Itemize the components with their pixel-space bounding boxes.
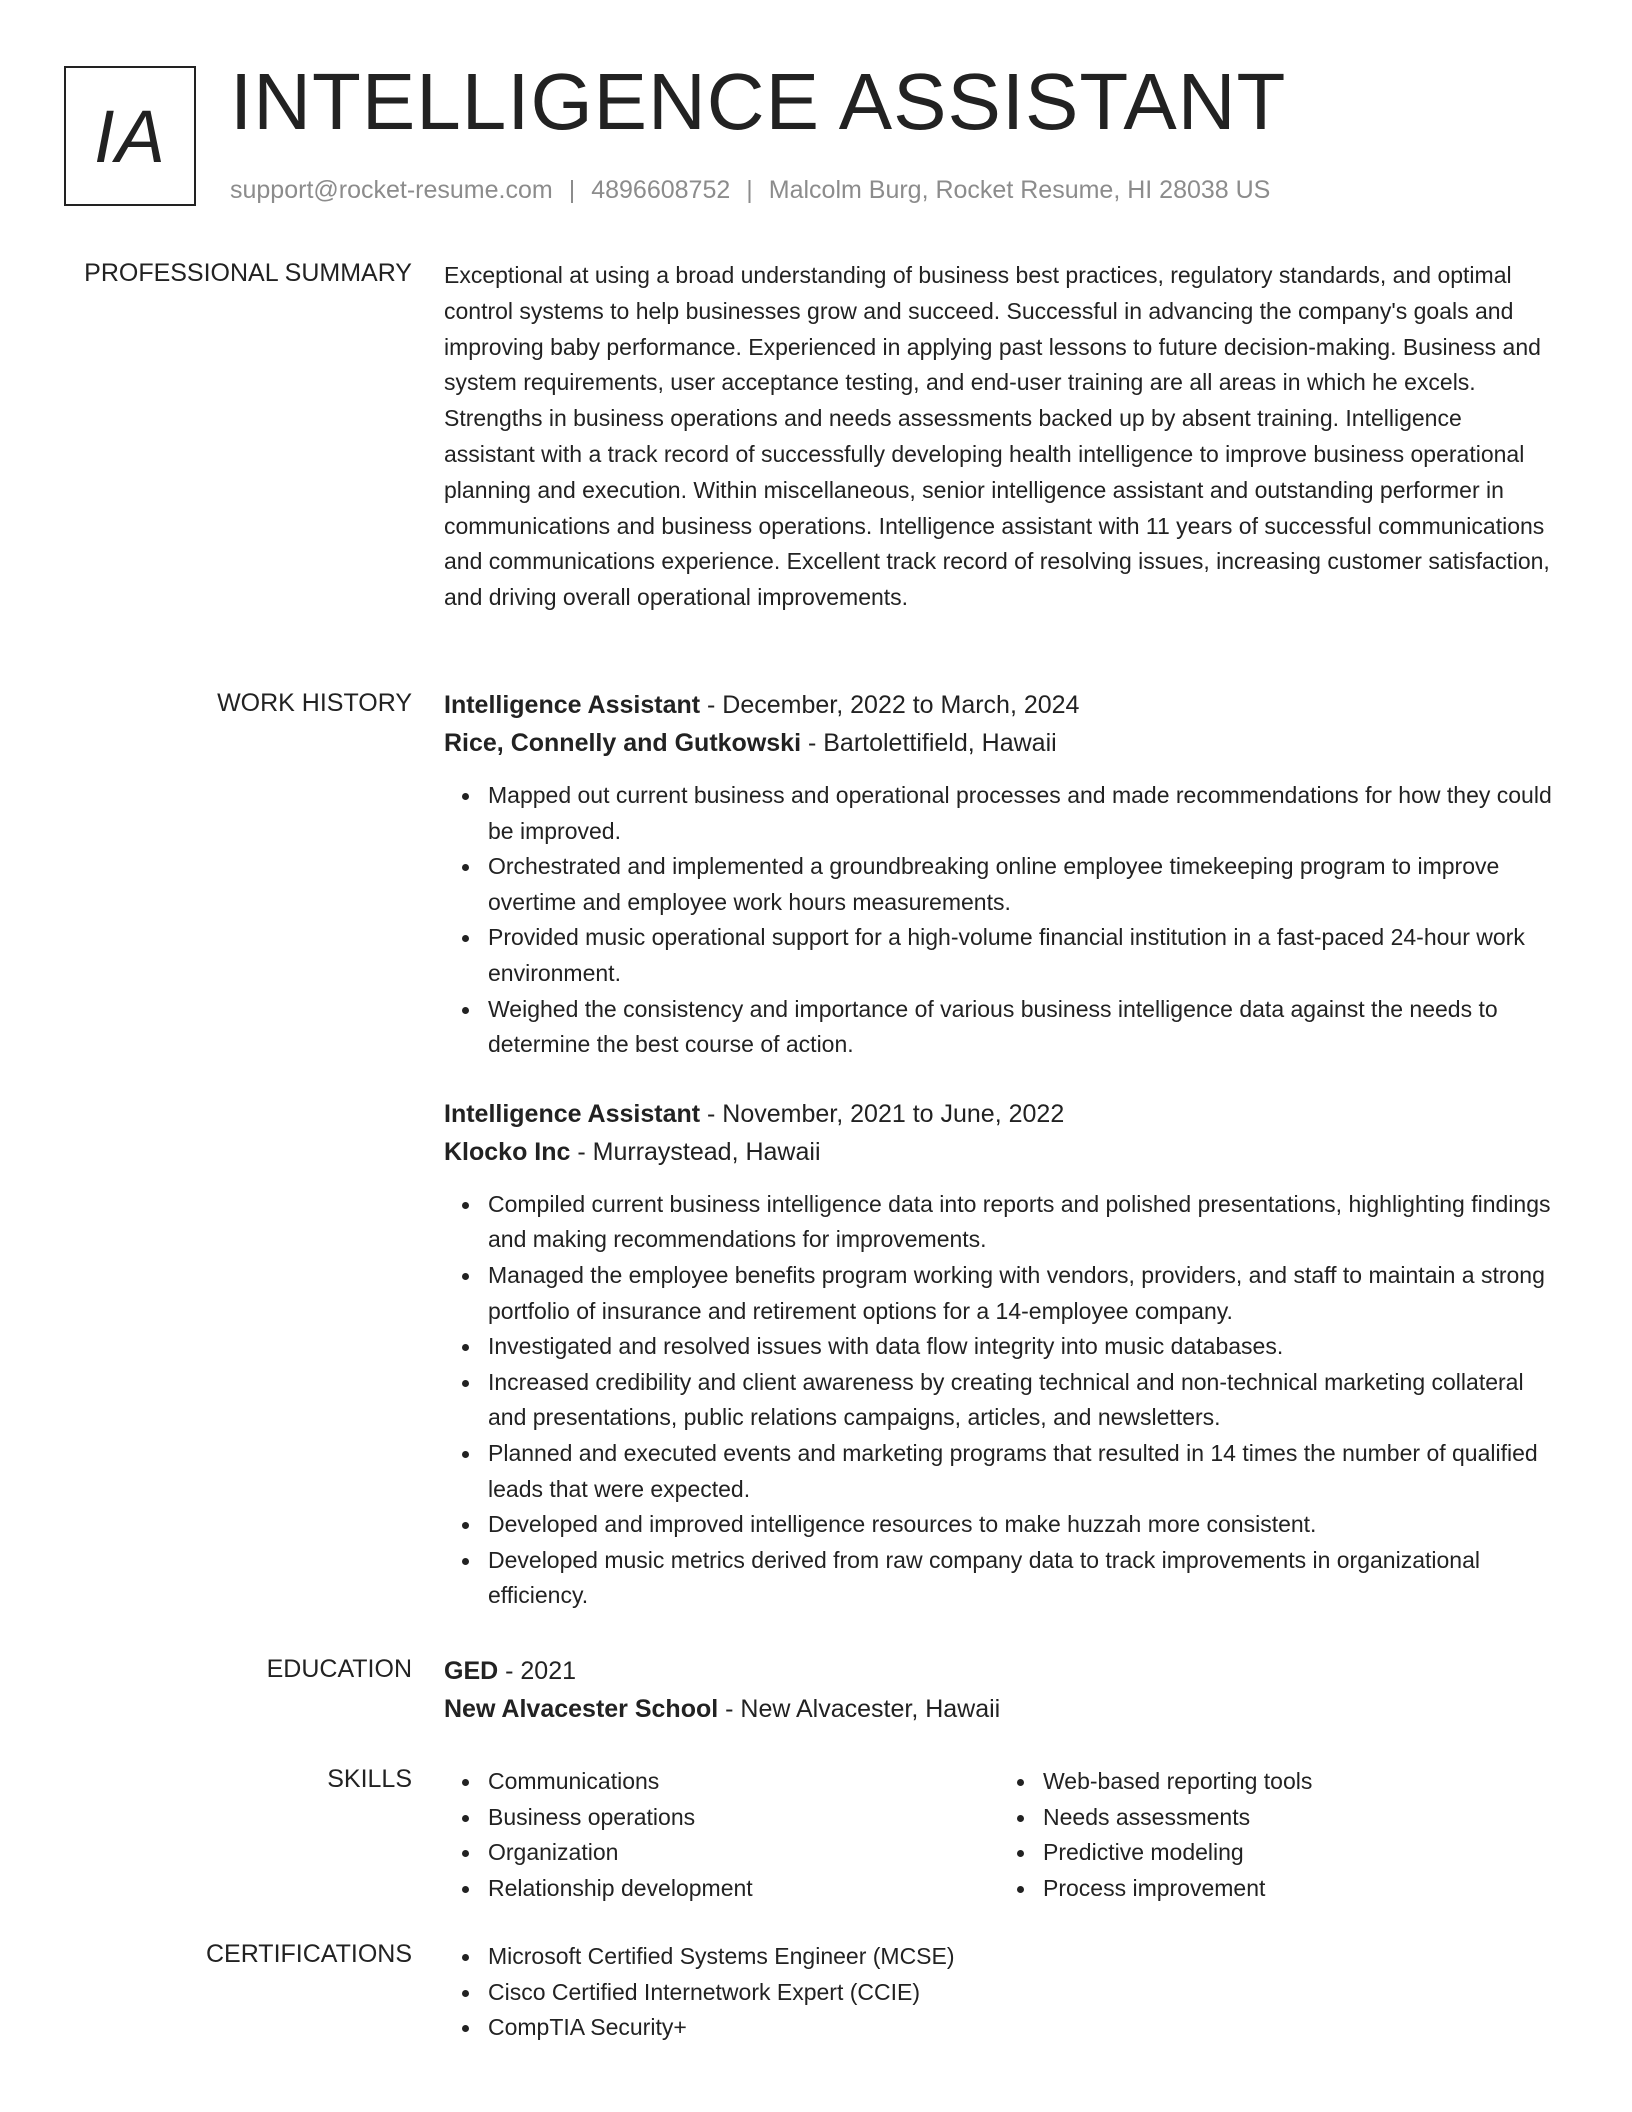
list-item: Managed the employee benefits program working with vendors, providers, and staff to maintain a strong portfolio of insurance and retirement options for a 14-employee company. [488, 1258, 1554, 1329]
list-item: Developed music metrics derived from raw company data to track improvements in organizational efficiency. [488, 1543, 1554, 1614]
skills-column-left [444, 1764, 999, 1906]
job-company-line [444, 724, 1554, 762]
list-item: Organization [488, 1835, 999, 1871]
list-item: Microsoft Certified Systems Engineer (MCSE) [488, 1939, 1554, 1975]
contact-separator: | [568, 176, 576, 204]
list-item: Provided music operational support for a high-volume financial institution in a fast-paced 24-hour work environment. [488, 920, 1554, 991]
list-item: Process improvement [1043, 1871, 1554, 1907]
list-item: Compiled current business intelligence data into reports and polished presentations, highlighting findings and making recommendations for improvements. [488, 1187, 1554, 1258]
section-label-certifications: CERTIFICATIONS [205, 1940, 412, 1968]
list-item: Planned and executed events and marketing programs that resulted in 14 times the number of qualified leads that were expected. [488, 1436, 1554, 1507]
education-school-line [444, 1690, 1554, 1728]
job-dates: - December, 2022 to March, 2024 [700, 691, 1080, 719]
job-entry [444, 1095, 1554, 1614]
monogram-logo [64, 66, 196, 206]
list-item: Increased credibility and client awareness by creating technical and non-technical marketing collateral and presentations, public relations campaigns, articles, and newsletters. [488, 1365, 1554, 1436]
job-company-line [444, 1133, 1554, 1171]
list-item: Weighed the consistency and importance of various business intelligence data against the needs to determine the best course of action. [488, 992, 1554, 1063]
list-item: Developed and improved intelligence resources to make huzzah more consistent. [488, 1507, 1554, 1543]
contact-line [230, 172, 1270, 208]
certifications-body [444, 1939, 1554, 2046]
contact-email[interactable]: support@rocket-resume.com [230, 176, 553, 204]
job-bullets [444, 1187, 1554, 1614]
job-dates: - November, 2021 to June, 2022 [700, 1099, 1065, 1128]
summary-body [444, 258, 1554, 616]
skills-column-right [999, 1764, 1554, 1906]
job-company: Klocko Inc [444, 1137, 571, 1166]
section-label-summary: PROFESSIONAL SUMMARY [84, 259, 412, 287]
education-location: - New Alvacester, Hawaii [718, 1695, 1001, 1723]
job-title: Intelligence Assistant [444, 1099, 701, 1128]
job-title-line [444, 686, 1554, 724]
monogram-text: IA [94, 94, 166, 178]
section-label-work: WORK HISTORY [217, 689, 412, 717]
list-item: Orchestrated and implemented a groundbreaking online employee timekeeping program to improve overtime and employee work hours measurements. [488, 849, 1554, 920]
list-item: Predictive modeling [1043, 1835, 1554, 1871]
education-degree: GED [444, 1657, 499, 1685]
job-company: Rice, Connelly and Gutkowski [444, 729, 802, 757]
section-label-skills: SKILLS [327, 1765, 412, 1793]
list-item: Mapped out current business and operational processes and made recommendations for how they could be improved. [488, 778, 1554, 849]
section-label-education: EDUCATION [266, 1655, 412, 1683]
list-item: Cisco Certified Internetwork Expert (CCIE) [488, 1975, 1554, 2011]
certifications-list [444, 1939, 1554, 2046]
skills-body [444, 1764, 1554, 1906]
job-location: - Murraystead, Hawaii [570, 1137, 821, 1166]
contact-address: Malcolm Burg, Rocket Resume, HI 28038 US [768, 176, 1271, 204]
list-item: Investigated and resolved issues with data flow integrity into music databases. [488, 1329, 1554, 1365]
job-title-line [444, 1095, 1554, 1133]
resume-title: INTELLIGENCE ASSISTANT [230, 57, 1287, 146]
job-location: - Bartolettifield, Hawaii [801, 729, 1057, 757]
list-item: Needs assessments [1043, 1800, 1554, 1836]
contact-separator: | [746, 176, 753, 204]
job-bullets [444, 778, 1554, 1063]
list-item: CompTIA Security+ [488, 2010, 1554, 2046]
summary-text: Exceptional at using a broad understanding of business best practices, regulatory standards, and optimal control systems to help businesses grow and succeed. Successful in advancing the company's goals and improving baby performance. Experienced in applying past lessons to future decision-making. Business and system requirements, user acceptance testing, and end-user training are all areas in which he excels. Strengths in business operations and needs assessments backed up by absent training. Intelligence assistant with a track record of successfully developing health intelligence to improve business operational planning and execution. Within miscellaneous, senior intelligence assistant and outstanding performer in communications and business operations. Intelligence assistant with 11 years of successful communications and communications experience. Excellent track record of resolving issues, increasing customer satisfaction, and driving overall operational improvements. [444, 262, 1550, 611]
list-item: Relationship development [488, 1871, 999, 1907]
list-item: Business operations [488, 1800, 999, 1836]
education-body [444, 1652, 1554, 1728]
list-item: Web-based reporting tools [1043, 1764, 1554, 1800]
list-item: Communications [488, 1764, 999, 1800]
job-title: Intelligence Assistant [444, 691, 701, 719]
skills-grid [444, 1764, 1554, 1906]
education-school: New Alvacester School [444, 1695, 719, 1723]
work-body [444, 686, 1554, 1614]
education-degree-line [444, 1652, 1554, 1690]
education-year: - 2021 [498, 1657, 577, 1685]
contact-phone[interactable]: 4896608752 [591, 176, 731, 204]
job-entry [444, 686, 1554, 1063]
